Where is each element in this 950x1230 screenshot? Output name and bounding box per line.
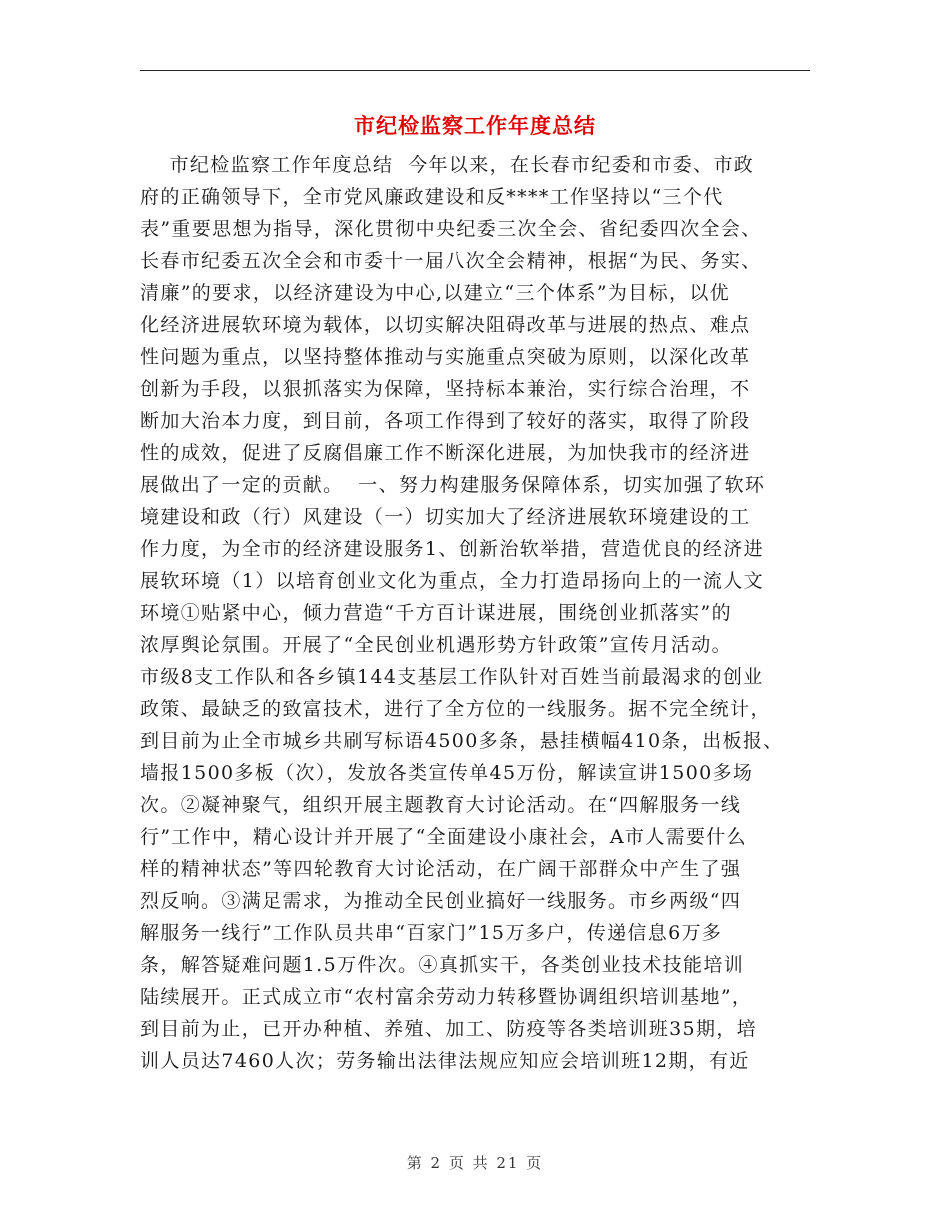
document-title: 市纪检监察工作年度总结: [354, 114, 596, 138]
body-text-line: 断加大治本力度，到目前，各项工作得到了较好的落实，取得了阶段: [140, 410, 751, 432]
body-text-line: 训人员达7460人次；劳务输出法律法规应知应会培训班12期，有近: [140, 1050, 750, 1072]
body-text-line: 作力度，为全市的经济建设服务1、创新治软举措，营造优良的经济进: [140, 538, 764, 560]
body-text-line: 性问题为重点，以坚持整体推动与实施重点突破为原则，以深化改革: [140, 346, 751, 368]
body-text-line: 性的成效，促进了反腐倡廉工作不断深化进展，为加快我市的经济进: [140, 442, 751, 464]
header-rule: [140, 70, 810, 71]
body-text-line: 解服务一线行”工作队员共串“百家门”15万多户，传递信息6万多: [140, 922, 723, 944]
body-text-line: 到目前为止全市城乡共刷写标语4500多条，悬挂横幅410条，出板报、: [140, 730, 784, 752]
page-number-footer: 第 2 页 共 21 页: [406, 1154, 544, 1172]
body-text-line: 市级8支工作队和各乡镇144支基层工作队针对百姓当前最渴求的创业: [140, 666, 764, 688]
body-text-line: 政策、最缺乏的致富技术，进行了全方位的一线服务。据不完全统计，: [140, 698, 771, 720]
body-text-line: 烈反响。③满足需求，为推动全民创业搞好一线服务。市乡两级“四: [140, 890, 742, 912]
body-text-line: 陆续展开。正式成立市“农村富余劳动力转移暨协调组织培训基地”，: [140, 986, 753, 1008]
body-text-line: 展软环境（1）以培育创业文化为重点，全力打造昂扬向上的一流人文: [140, 570, 764, 592]
body-text-line: 样的精神状态”等四轮教育大讨论活动，在广阔干部群众中产生了强: [140, 858, 742, 880]
body-text-line: 清廉”的要求，以经济建设为中心,以建立“三个体系”为目标，以优: [140, 282, 731, 304]
body-text-line: 展做出了一定的贡献。 一、努力构建服务保障体系，切实加强了软环: [140, 474, 766, 496]
document-body: [140, 149, 810, 1077]
body-text-line: 墙报1500多板（次），发放各类宣传单45万份，解读宣讲1500多场: [140, 762, 754, 784]
body-text-line: 化经济进展软环境为载体，以切实解决阻碍改革与进展的热点、难点: [140, 314, 751, 336]
body-text-line: 市纪检监察工作年度总结 今年以来，在长春市纪委和市委、市政: [140, 154, 755, 176]
body-text-line: 环境①贴紧中心，倾力营造“千方百计谋进展，围绕创业抓落实”的: [140, 602, 732, 624]
body-text-line: 境建设和政（行）风建设（一）切实加大了经济进展软环境建设的工: [140, 506, 751, 528]
body-text-line: 长春市纪委五次全会和市委十一届八次全会精神，根据“为民、务实、: [140, 250, 762, 272]
body-text-line: 府的正确领导下，全市党风廉政建设和反****工作坚持以“三个代: [140, 186, 724, 208]
body-text-line: 条，解答疑难问题1.5万件次。④真抓实干，各类创业技术技能培训: [140, 954, 745, 976]
body-text-line: 创新为手段，以狠抓落实为保障，坚持标本兼治，实行综合治理，不: [140, 378, 751, 400]
body-text-line: 表”重要思想为指导，深化贯彻中央纪委三次全会、省纪委四次全会、: [140, 218, 762, 240]
body-text-line: 次。②凝神聚气，组织开展主题教育大讨论活动。在“四解服务一线: [140, 794, 742, 816]
body-text-line: 到目前为止，已开办种植、养殖、加工、防疫等各类培训班35期，培: [140, 1018, 758, 1040]
body-text-line: 浓厚舆论氛围。开展了“全民创业机遇形势方针政策”宣传月活动。: [140, 634, 732, 656]
body-text-line: 行”工作中，精心设计并开展了“全面建设小康社会，A市人需要什么: [140, 826, 747, 848]
